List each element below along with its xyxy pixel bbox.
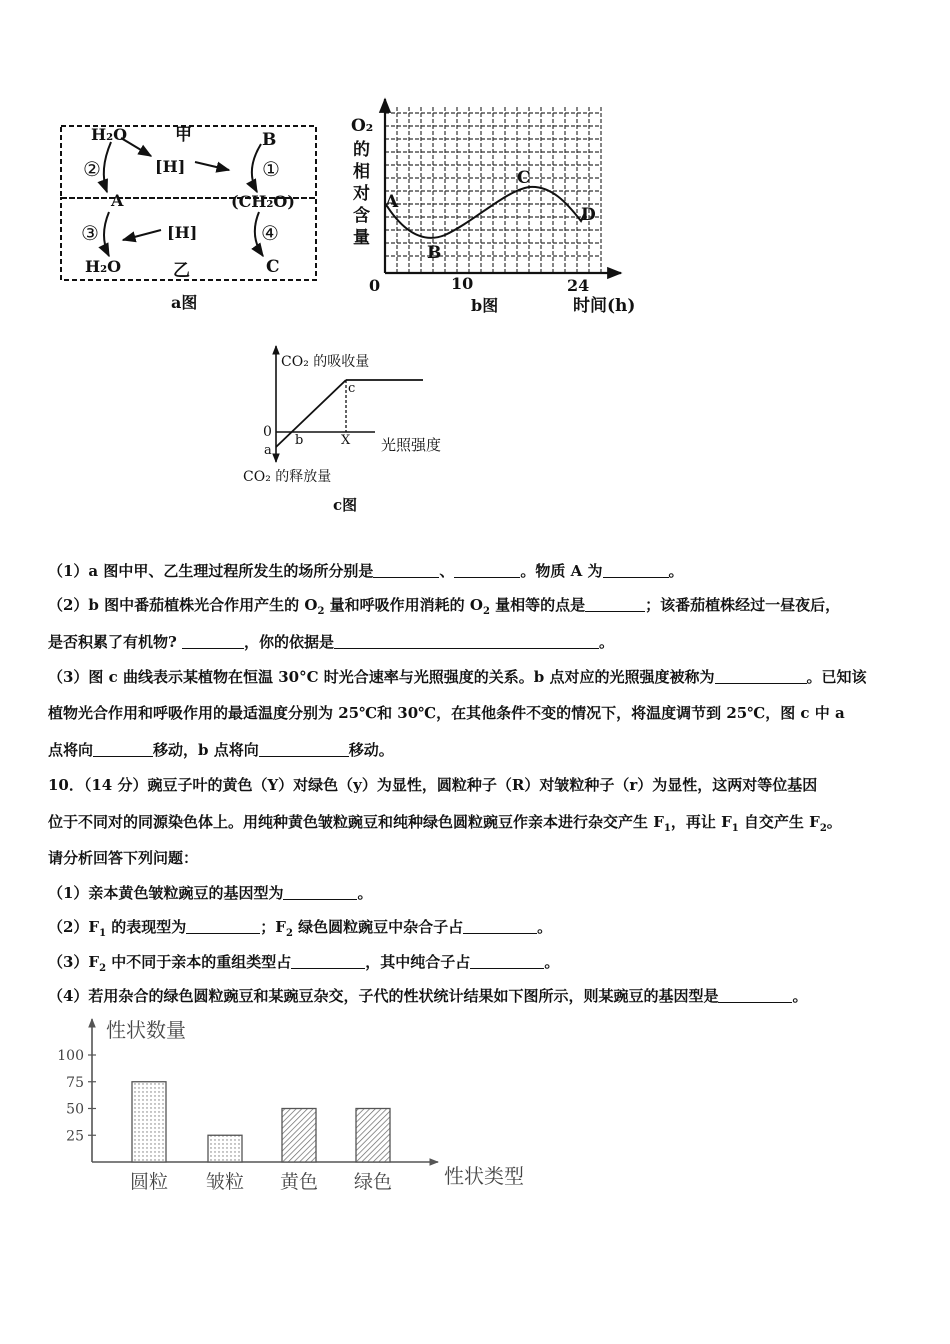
x-tick-10: 10 bbox=[451, 274, 474, 293]
answer-blank[interactable] bbox=[715, 669, 807, 684]
arrow-b-to-ch2o bbox=[252, 144, 261, 192]
point-a: A bbox=[385, 192, 399, 212]
svg-text:的: 的 bbox=[353, 140, 370, 160]
svg-text:O₂: O₂ bbox=[351, 116, 374, 136]
figure-a-caption: a图 bbox=[171, 293, 198, 312]
y-axis-label bbox=[351, 116, 373, 248]
figure-c bbox=[235, 340, 465, 520]
answer-blank[interactable] bbox=[470, 954, 544, 969]
point-c: C bbox=[517, 168, 531, 188]
figure-c-caption: c图 bbox=[333, 496, 358, 514]
figure-b bbox=[345, 95, 650, 320]
label-h2o-top: H₂O bbox=[91, 125, 128, 144]
arrow-h-to-ch2o bbox=[195, 162, 229, 170]
x-axis-label: 光照强度 bbox=[381, 436, 442, 454]
label-b: B bbox=[262, 130, 277, 150]
label-b: b bbox=[295, 433, 304, 448]
point-d: D bbox=[581, 205, 596, 225]
x-tick-0: 0 bbox=[369, 276, 381, 295]
answer-blank[interactable] bbox=[259, 742, 349, 757]
category-label: 黄色 bbox=[279, 1171, 319, 1193]
question-10-line-1: 10．（14 分）豌豆子叶的黄色（Y）对绿色（y）为显性，圆粒种子（R）对皱粒种子（r）为显性，这两对等位基因 bbox=[48, 776, 818, 794]
question-10-sub-2: $(2)F_1$ 的表现型为 ；$F_2$ 绿色圆粒豌豆中杂合子占 。 bbox=[48, 918, 553, 939]
svg-text:对: 对 bbox=[353, 184, 370, 204]
question-2-line-2: 是否积累了有机物? ，你的依据是 。 bbox=[48, 633, 615, 651]
label-a: A bbox=[111, 191, 124, 210]
question-3-line-2: 植物光合作用和呼吸作用的最适温度分别为 25℃和 30℃，在其他条件不变的情况下，将温度调节到 25℃，图 c 中 a bbox=[48, 704, 845, 722]
question-2-line-1: （2）b 图中番茄植株光合作用产生的 $O_2$ 量和呼吸作用消耗的 $O_2$ 量相等的点是 ；该番茄植株经过一昼夜后， bbox=[48, 596, 841, 617]
question-10-line-2: 位于不同对的同源染色体上。用纯种黄色皱粒豌豆和纯种绿色圆粒豌豆作亲本进行杂交产生 $F_1$，再让 $F_1$ 自交产生 $F_2$。 bbox=[48, 813, 842, 834]
label-h-bottom: [H] bbox=[167, 223, 198, 242]
svg-text:含: 含 bbox=[353, 206, 370, 226]
figure-a bbox=[55, 118, 325, 313]
answer-blank[interactable] bbox=[186, 919, 260, 934]
question-10-sub-3: $(3)F_2$ 中不同于亲本的重组类型占 ，其中纯合子占 。 bbox=[48, 953, 560, 974]
question-10-sub-4: （4）若用杂合的绿色圆粒豌豆和某豌豆杂交，子代的性状统计结果如下图所示，则某豌豆的基因型是 。 bbox=[48, 987, 808, 1005]
x-axis-label: 时间(h) bbox=[573, 296, 636, 316]
label-step-4: ④ bbox=[261, 221, 279, 245]
bar-2 bbox=[208, 1135, 242, 1162]
grid bbox=[385, 107, 601, 272]
x-axis-label: 性状类型 bbox=[444, 1164, 524, 1188]
category-label: 皱粒 bbox=[205, 1171, 245, 1193]
bar-3 bbox=[282, 1109, 316, 1163]
answer-blank[interactable] bbox=[718, 988, 792, 1003]
answer-blank[interactable] bbox=[463, 919, 537, 934]
label-h-top: [H] bbox=[155, 157, 186, 176]
bar-4 bbox=[356, 1109, 390, 1163]
answer-blank[interactable] bbox=[182, 634, 244, 649]
question-10-sub-1: （1）亲本黄色皱粒豌豆的基因型为 。 bbox=[48, 884, 373, 902]
point-b: B bbox=[427, 243, 442, 263]
trait-bar-chart bbox=[50, 1015, 550, 1200]
arrow-h-to-a bbox=[123, 230, 161, 240]
category-label: 圆粒 bbox=[129, 1171, 169, 1193]
y-tick-label: 75 bbox=[66, 1074, 84, 1091]
label-step-1: ① bbox=[262, 157, 280, 181]
arrow-h2o-to-h bbox=[121, 138, 151, 156]
y-tick-label: 25 bbox=[66, 1128, 84, 1145]
arrow-h2o-to-a bbox=[104, 142, 111, 192]
answer-blank[interactable] bbox=[603, 563, 669, 578]
svg-text:相: 相 bbox=[353, 162, 370, 182]
x-tick-24: 24 bbox=[567, 276, 590, 295]
question-1: （1）a 图中甲、乙生理过程所发生的场所分别是 、 。物质 A 为 。 bbox=[48, 562, 684, 580]
answer-blank[interactable] bbox=[454, 563, 520, 578]
answer-blank[interactable] bbox=[283, 885, 357, 900]
question-10-line-3: 请分析回答下列问题： bbox=[48, 849, 199, 867]
y-tick-label: 100 bbox=[57, 1048, 84, 1064]
arrow-a-to-h2o bbox=[104, 212, 109, 256]
y-top-label: CO₂ 的吸收量 bbox=[281, 354, 370, 370]
figure-b-caption: b图 bbox=[471, 296, 499, 315]
label-step-2: ② bbox=[83, 157, 101, 181]
question-3-line-1: （3）图 c 曲线表示某植物在恒温 30°C 时光合速率与光照强度的关系。b 点对应的光照强度被称为 。已知该 bbox=[48, 668, 867, 686]
answer-blank[interactable] bbox=[93, 742, 153, 757]
question-3-line-3: 点将向 移动，b 点将向 移动。 bbox=[48, 741, 394, 759]
label-c: C bbox=[266, 257, 280, 277]
bar-1 bbox=[132, 1082, 166, 1162]
answer-blank[interactable] bbox=[585, 597, 645, 612]
label-x: X bbox=[341, 433, 351, 448]
label-a: a bbox=[264, 443, 272, 458]
y-bottom-label: CO₂ 的释放量 bbox=[243, 469, 332, 485]
svg-text:量: 量 bbox=[353, 228, 370, 248]
label-ch2o: (CH₂O) bbox=[231, 192, 295, 211]
label-zero: 0 bbox=[263, 424, 272, 440]
answer-blank[interactable] bbox=[291, 954, 365, 969]
absorption-line bbox=[276, 380, 346, 447]
y-axis-label: 性状数量 bbox=[106, 1018, 186, 1042]
category-label: 绿色 bbox=[353, 1171, 393, 1193]
label-yi: 乙 bbox=[173, 261, 190, 281]
y-tick-label: 50 bbox=[66, 1101, 84, 1118]
label-step-3: ③ bbox=[81, 221, 99, 245]
label-h2o-bottom: H₂O bbox=[85, 257, 122, 276]
label-c: c bbox=[348, 381, 356, 396]
label-jia: 甲 bbox=[175, 125, 192, 145]
answer-blank[interactable] bbox=[373, 563, 439, 578]
answer-blank[interactable] bbox=[334, 634, 599, 649]
